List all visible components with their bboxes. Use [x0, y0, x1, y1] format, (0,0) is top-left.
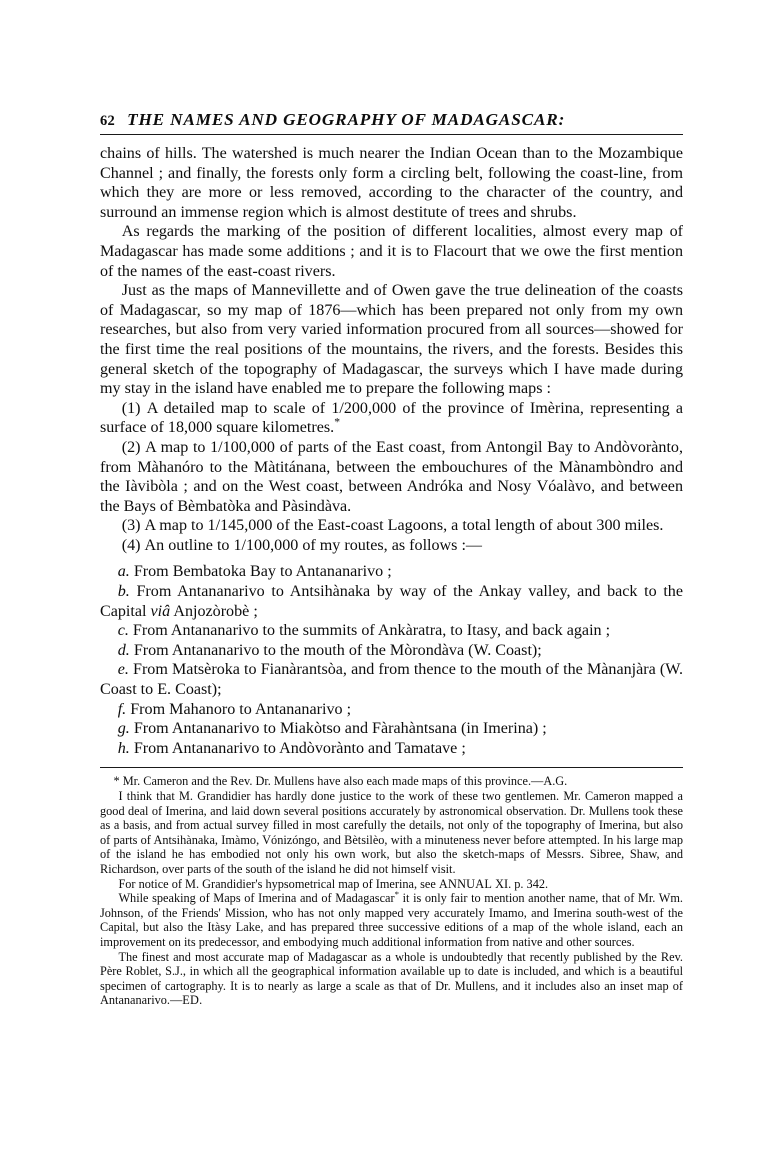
route-item-g — [100, 719, 683, 739]
route-text-f: From Mahanoro to Antananarivo ; — [130, 700, 352, 718]
route-letter-g: g. — [117, 720, 130, 738]
route-text-c: From Antananarivo to the summits of Ankàratra, to Itasy, and back again ; — [132, 622, 611, 640]
map-item-3 — [100, 516, 683, 536]
route-text-a: From Bembatoka Bay to Antananarivo ; — [133, 563, 392, 581]
footnote-mark-asterisk: * — [334, 415, 340, 429]
route-letter-b: b. — [117, 583, 130, 601]
header-rule — [100, 134, 683, 135]
route-letter-d: d. — [117, 641, 130, 659]
page-number: 62 — [100, 113, 116, 129]
footnote-3 — [100, 877, 683, 892]
footnote-block — [100, 774, 683, 1008]
footnote-3-annual-reference: ANNUAL — [438, 876, 493, 891]
route-text-e: From Matsèroka to Fianàrantsòa, and from thence to the mouth of the Mànanjàra (W. Coast to E. Coast); — [100, 661, 683, 699]
route-text-h: From Antananarivo to Andòvorànto and Tamatave ; — [133, 739, 466, 757]
running-title: THE NAMES AND GEOGRAPHY OF MADAGASCAR: — [127, 110, 566, 129]
route-letter-a: a. — [117, 563, 130, 581]
map-item-2-number: (2) — [121, 438, 141, 456]
footnote-5-text: The finest and most accurate map of Madagascar as a whole is undoubtedly that recently published by the Rev. Père Roblet, S.J., in which all the geographical information available up to date is included, and which is a beautiful specimen of cartography. It is to nearly as large a scale as that of Dr. Mullens, and it includes also an inset map of Antananarivo.— — [100, 949, 683, 1008]
route-item-h — [100, 739, 683, 759]
route-text-b-italic: viâ — [150, 602, 171, 620]
route-letter-h: h. — [117, 739, 130, 757]
route-text-b: From Antananarivo to Antsihànaka by way of the Ankay valley, and back to the Capital — [100, 583, 684, 620]
footnote-2: I think that M. Grandidier has hardly done justice to the work of these two gentlemen. Mr. Cameron mapped a good deal of Imerina, and laid down several positions accurately by astronomical observation. Dr. Mullens took these as a basis, and from actual survey filled in most carefully the details, not only of the topography of Imerina, but also of parts of Antsihànaka, Imàmo, Vónizóngo, and Bètsilèo, with a minuteness never before attempted. In his large map of the island he has embodied not only his own work, but also the sketch-maps of Messrs. Sibree, Shaw, and Richardson, over parts of the south of the island he did not himself visit. — [100, 789, 683, 876]
map-item-4-text: An outline to 1/100,000 of my routes, as follows :— — [144, 536, 483, 554]
list-spacer — [100, 555, 683, 562]
map-item-2 — [100, 438, 683, 516]
map-item-3-text: A map to 1/145,000 of the East-coast Lagoons, a total length of about 300 miles. — [144, 517, 664, 535]
footnote-3-prefix: For notice of M. Grandidier's hypsometrical map of Imerina, see — [118, 876, 439, 891]
map-item-2-text: A map to 1/100,000 of parts of the East coast, from Antongil Bay to Andòvorànto, from Màhanóro to the Màtitánana, between the embouchures of the Mànambòndro and the Iàvibòla ; and on the West coast, between Andróka and Nosy Vóalàvo, and between the Bays of Bèmbatòka and Pàsindàva. — [100, 438, 683, 515]
route-letter-c: c. — [117, 622, 129, 640]
paragraph-continuation: chains of hills. The watershed is much nearer the Indian Ocean than to the Mozambique Channel ; and finally, the forests only form a circling belt, following the coast-line, from which they are more or less removed, according to the character of the country, and surround an immense region which is almost destitute of trees and shrubs. — [100, 145, 683, 221]
map-item-1-number: (1) — [121, 399, 141, 417]
page-content — [100, 110, 683, 1008]
route-item-c — [100, 621, 683, 641]
route-text-g: From Antananarivo to Miakòtso and Fàrahàntsana (in Imerina) ; — [133, 720, 547, 738]
map-item-1 — [100, 399, 683, 438]
running-head — [100, 110, 683, 130]
route-letter-e: e. — [117, 661, 129, 679]
route-item-f — [100, 700, 683, 720]
route-item-e — [100, 660, 683, 699]
footnote-5-editor-mark: ED. — [182, 993, 203, 1008]
body-text — [100, 144, 683, 758]
footnote-4-suffix: it is only fair to mention another name, that of Mr. Wm. Johnson, of the Friends' Mission, who has not only mapped very accurately Imamo, and Imerina south-west of the Capital, but also the Itàsy Lake, and has prepared three successive editions of a map of the whole island, each an improvement on its predecessor, and embodying much additional information from native and other sources. — [100, 891, 683, 949]
route-letter-f: f. — [117, 700, 127, 718]
footnote-1: * Mr. Cameron and the Rev. Dr. Mullens have also each made maps of this province.—A.G. — [113, 774, 568, 789]
footnote-5 — [100, 950, 683, 1008]
map-item-1-text: A detailed map to scale of 1/200,000 of the province of Imèrina, representing a surface of 18,000 square kilometres. — [100, 399, 684, 437]
map-item-3-number: (3) — [121, 517, 141, 535]
footnote-4-prefix: While speaking of Maps of Imerina and of Madagascar — [118, 891, 395, 906]
paragraph-localities: As regards the marking of the position of different localities, almost every map of Madagascar has made some additions ; and it is to Flacourt that we owe the first mention of the names of the east-coast rivers. — [100, 223, 683, 280]
footnote-mark-dagger: * — [394, 889, 400, 900]
map-item-4 — [100, 536, 683, 556]
route-item-a — [100, 562, 683, 582]
paragraph-maps-intro: Just as the maps of Mannevillette and of Owen gave the true delineation of the coasts of Madagascar, so my map of 1876—which has been prepared not only from my own researches, but also from very varied information procured from all sources—showed for the first time the real positions of the mountains, the rivers, and the forests. Besides this general sketch of the topography of Madagascar, the surveys which I have made during my stay in the island have enabled me to prepare the following maps : — [100, 282, 683, 398]
route-text-d: From Antananarivo to the mouth of the Mòrondàva (W. Coast); — [133, 641, 542, 659]
map-item-4-number: (4) — [121, 536, 141, 554]
footnote-3-suffix: XI. p. 342. — [492, 876, 549, 891]
route-item-d — [100, 641, 683, 661]
footnote-4 — [100, 891, 683, 949]
route-item-b — [100, 582, 683, 621]
route-text-b-after: Anjozòrobè ; — [170, 602, 258, 620]
footnote-rule — [100, 767, 683, 768]
